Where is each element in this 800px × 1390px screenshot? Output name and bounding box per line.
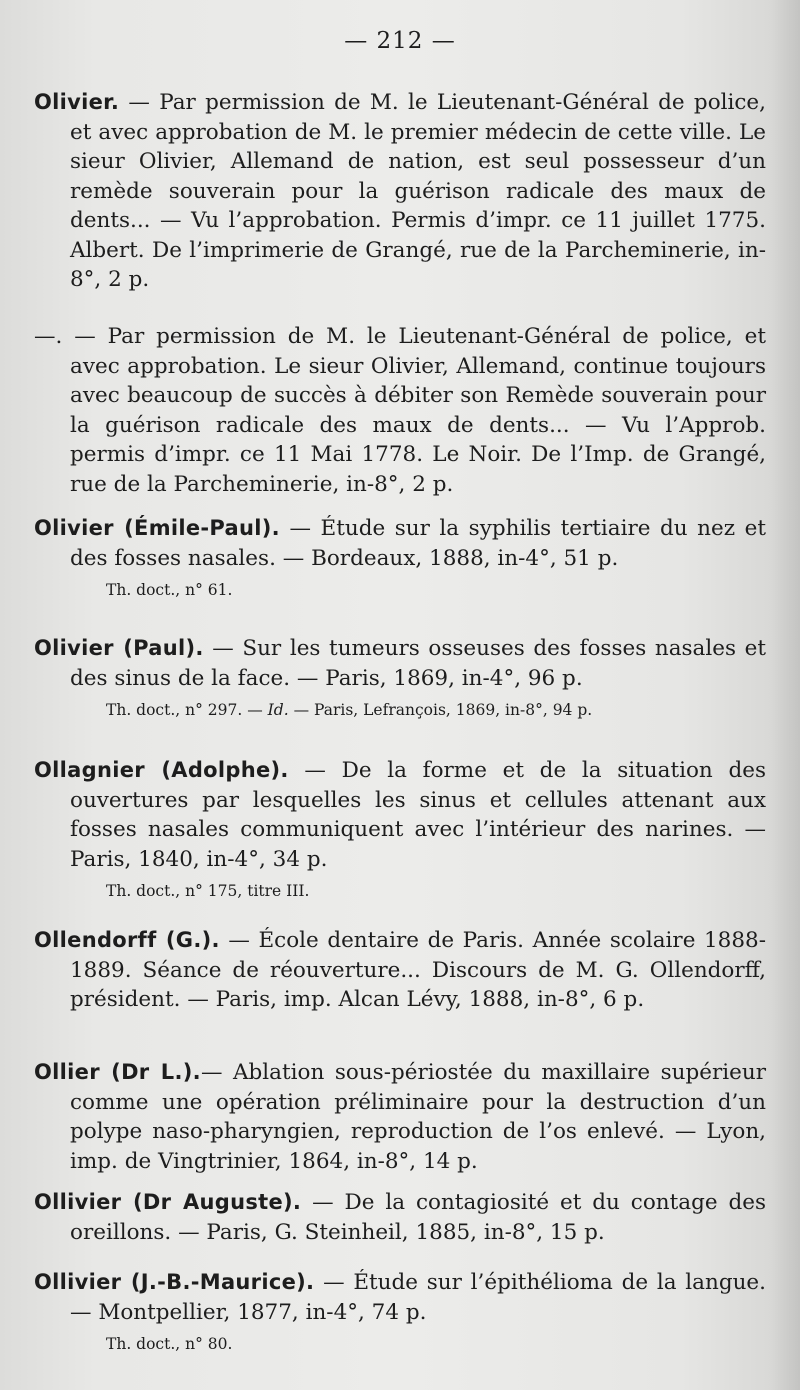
- entry-text: [34, 322, 766, 499]
- entry-text: [34, 634, 766, 693]
- thesis-note-part: Th. doct., n° 297. —: [106, 701, 268, 719]
- bibliography-entry: [34, 514, 766, 601]
- scan-edge-shadow: [770, 0, 800, 1390]
- entry-text: [34, 1188, 766, 1247]
- entry-description: — De la forme et de la situation des ouvertures par lesquelles les sinus et cellules attenant aux fosses nasales communiquent avec l’intérieur des narines. — Paris, 1840, in-4°, 34 p.: [70, 758, 766, 872]
- thesis-note-part: — Paris, Lefrançois, 1869, in-8°, 94 p.: [288, 701, 593, 719]
- entry-description: — Sur les tumeurs osseuses des fosses nasales et des sinus de la face. — Paris, 1869, in-4°, 96 p.: [70, 636, 766, 691]
- entry-heading: Olivier (Paul).: [34, 636, 204, 660]
- bibliography-entry: [34, 756, 766, 902]
- thesis-note: Th. doct., n° 80.: [106, 1335, 233, 1353]
- bibliography-entry: [34, 1268, 766, 1355]
- entry-text: [34, 1058, 766, 1176]
- entry-heading: Ollagnier (Adolphe).: [34, 758, 289, 782]
- entry-heading: Ollendorff (G.).: [34, 928, 220, 952]
- entry-text: [34, 88, 766, 295]
- entry-description: — Étude sur la syphilis tertiaire du nez et des fosses nasales. — Bordeaux, 1888, in-4°, 51 p.: [70, 516, 766, 571]
- bibliography-entry: [34, 1058, 766, 1176]
- thesis-note: [106, 699, 766, 721]
- bibliography-entry: [34, 1188, 766, 1247]
- entry-heading: Ollivier (Dr Auguste).: [34, 1190, 302, 1214]
- entry-text: [34, 1268, 766, 1327]
- bibliography-entry: [34, 926, 766, 1015]
- thesis-note: Th. doct., n° 61.: [106, 581, 233, 599]
- entry-text: [34, 926, 766, 1015]
- entry-description: — École dentaire de Paris. Année scolaire 1888-1889. Séance de réouverture... Discours de M. G. Ollendorff, président. — Paris, imp. Alcan Lévy, 1888, in-8°, 6 p.: [70, 928, 766, 1012]
- bibliography-entry: [34, 322, 766, 499]
- entry-heading: Ollivier (J.-B.-Maurice).: [34, 1270, 315, 1294]
- entry-description: — Ablation sous-périostée du maxillaire supérieur comme une opération préliminaire pour la destruction d’un polype naso-pharyngien, reproduction de l’os enlevé. — Lyon, imp. de Vingtrinier, 1864, in-8°, 14 p.: [70, 1060, 766, 1174]
- entry-heading: Ollier (Dr L.).: [34, 1060, 201, 1084]
- entry-heading: Olivier.: [34, 90, 120, 114]
- page-number: — 212 —: [344, 28, 456, 54]
- bibliography-entry: [34, 88, 766, 295]
- thesis-note-italic: Id.: [267, 701, 289, 719]
- entry-heading: Olivier (Émile-Paul).: [34, 516, 280, 540]
- entry-text: [34, 756, 766, 874]
- thesis-note: Th. doct., n° 175, titre III.: [106, 882, 310, 900]
- entry-text: [34, 514, 766, 573]
- entry-description: — De la contagiosité et du contage des oreillons. — Paris, G. Steinheil, 1885, in-8°, 15 p.: [70, 1190, 766, 1245]
- entry-description: —. — Par permission de M. le Lieutenant-Général de police, et avec approbation. Le sieur Olivier, Allemand, continue toujours avec beaucoup de succès à débiter son Remède souverain pour la guérison radicale des maux de dents... — Vu l’Approb. permis d’impr. ce 11 Mai 1778. Le Noir. De l’Imp. de Grangé, rue de la Parcheminerie, in-8°, 2 p.: [34, 324, 766, 497]
- entry-description: — Étude sur l’épithélioma de la langue. — Montpellier, 1877, in-4°, 74 p.: [70, 1270, 766, 1325]
- bibliography-entry: [34, 634, 766, 721]
- entry-description: — Par permission de M. le Lieutenant-Général de police, et avec approbation de M. le premier médecin de cette ville. Le sieur Olivier, Allemand de nation, est seul possesseur d’un remède souverain pour la guérison radicale des maux de dents... — Vu l’approbation. Permis d’impr. ce 11 juillet 1775. Albert. De l’imprimerie de Grangé, rue de la Parcheminerie, in-8°, 2 p.: [70, 90, 766, 292]
